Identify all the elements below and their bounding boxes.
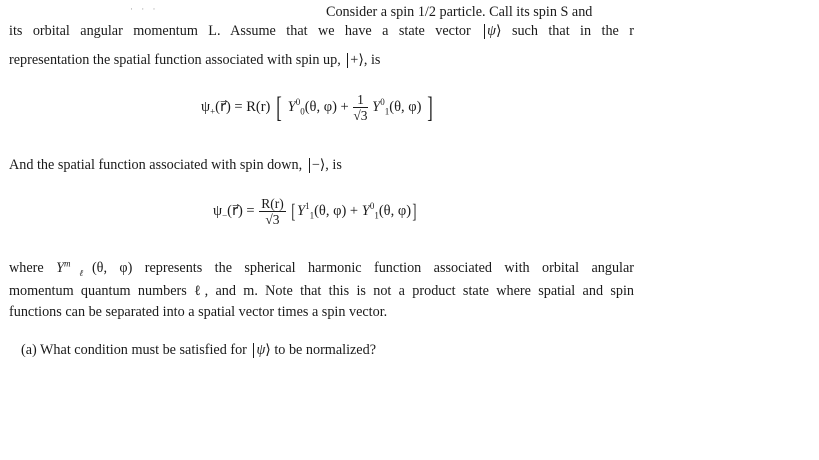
paragraph2-text: And the spatial function associated with spin down, xyxy=(9,157,303,173)
paragraph1-line3-text: representation the spatial function associated with spin up, xyxy=(9,52,341,68)
eq2-y11-arg: (θ, φ) + xyxy=(314,202,359,219)
paragraph3-line1-text: represents the spherical harmonic function associated with orbital angular xyxy=(144,260,634,276)
eq1-psi: ψ xyxy=(201,98,211,115)
eq2-y10-sup: 0 xyxy=(369,201,375,211)
spin-up-ket: +⟩ xyxy=(347,53,364,68)
paragraph1-line3-tail: , is xyxy=(363,52,381,68)
eq1-y10-sub: 1 xyxy=(384,106,390,117)
faint-dots: · · · xyxy=(130,4,159,14)
question-a xyxy=(21,341,376,359)
paragraph3-where: where xyxy=(9,260,44,276)
spin-down-ket: −⟩ xyxy=(309,158,326,173)
eq2-right-bracket: ] xyxy=(412,200,417,223)
eq1-y10-arg: (θ, φ) xyxy=(389,98,422,115)
eq1-y10-sup: 0 xyxy=(380,97,385,107)
state-vector-ket: ψ⟩ xyxy=(484,24,501,39)
paragraph1-line3 xyxy=(9,51,380,69)
eq2-frac-den: √3 xyxy=(265,212,280,227)
paragraph1-line1-text: Consider a spin 1/2 particle. Call its spin S and xyxy=(326,4,593,20)
paragraph3-line1 xyxy=(9,259,634,277)
eq2-psi-sub: − xyxy=(222,210,228,221)
paragraph3-line2-text: momentum quantum numbers ℓ, and m. Note that this is not a product state where spatial and spin xyxy=(9,283,634,299)
eq2-y11-sub: 1 xyxy=(309,210,315,221)
eq1-lhs-arg: (r⃗) = R(r) xyxy=(215,98,271,115)
equation-spin-up xyxy=(201,92,435,123)
eq2-y10-sub: 1 xyxy=(374,210,379,221)
question-a-ket: ψ⟩ xyxy=(253,343,270,358)
eq1-y00: Y xyxy=(287,98,296,115)
paragraph1-line2-text: its orbital angular momentum L. Assume that we have a state vector xyxy=(9,23,471,39)
paragraph3-line3 xyxy=(9,303,387,321)
paragraph2 xyxy=(9,156,342,174)
question-a-text: (a) What condition must be satisfied for xyxy=(21,342,247,358)
paragraph3-line2 xyxy=(9,282,634,300)
eq1-left-bracket: [ xyxy=(276,90,282,124)
eq2-psi: ψ xyxy=(213,202,223,219)
eq2-y11-sup: 1 xyxy=(305,201,310,211)
eq1-frac-den: √3 xyxy=(353,108,368,123)
eq2-frac-num: R(r) xyxy=(261,196,284,211)
eq1-right-bracket: ] xyxy=(427,90,433,124)
eq1-frac-num: 1 xyxy=(353,92,367,108)
eq2-y11: Y xyxy=(297,202,306,219)
eq1-fraction xyxy=(353,92,367,123)
paragraph2-tail: , is xyxy=(325,157,342,173)
paragraph1-line1 xyxy=(326,3,592,21)
eq2-y10: Y xyxy=(361,202,370,219)
eq1-psi-sub: + xyxy=(210,106,216,117)
eq1-y10: Y xyxy=(372,98,381,115)
eq1-y00-sup: 0 xyxy=(295,97,301,107)
eq2-left-bracket: [ xyxy=(291,200,296,223)
eq2-y10-arg: (θ, φ) xyxy=(378,202,412,219)
question-a-tail: to be normalized? xyxy=(274,342,376,358)
equation-spin-down xyxy=(213,196,418,227)
paragraph1-line2 xyxy=(9,22,634,40)
eq2-fraction xyxy=(259,196,286,227)
eq1-y00-arg: (θ, φ) + xyxy=(304,98,349,115)
paragraph3-line3-text: functions can be separated into a spatial vector times a spin vector. xyxy=(9,304,388,320)
eq1-y00-sub: 0 xyxy=(300,106,305,117)
eq2-lhs-arg: (r⃗) = xyxy=(227,202,255,219)
paragraph3-ylm: $Y^m_\ell(\theta$, φ) xyxy=(56,258,133,278)
paragraph1-line2-tail: such that in the r xyxy=(511,23,634,39)
